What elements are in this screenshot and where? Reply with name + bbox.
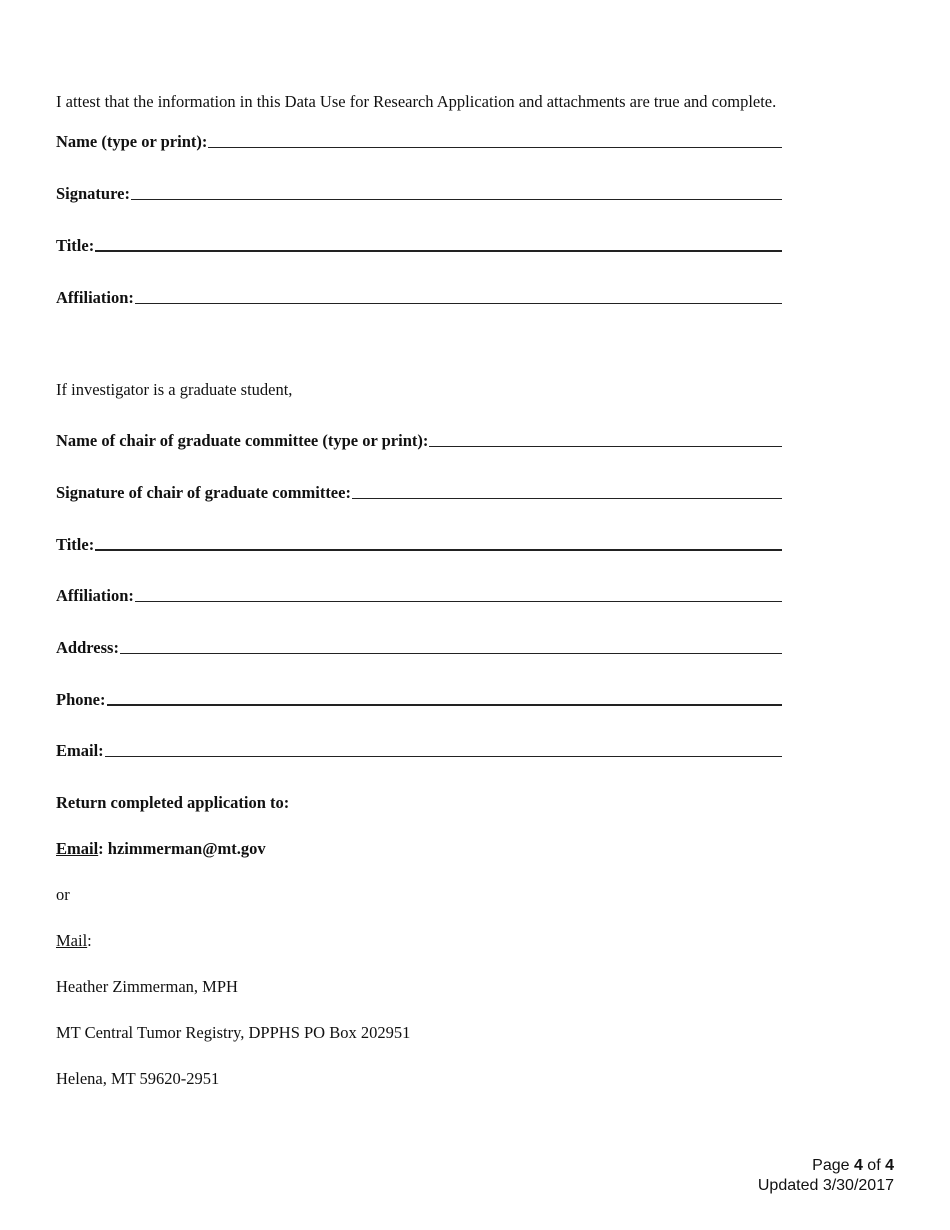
signature-line[interactable] xyxy=(352,497,782,499)
contact-org: MT Central Tumor Registry, DPPHS PO Box 202951 xyxy=(56,1023,411,1042)
graduate-note: If investigator is a graduate student, xyxy=(56,380,293,399)
signature-line[interactable] xyxy=(120,652,782,654)
investigator-name-field[interactable] xyxy=(56,132,782,152)
chair-title-field[interactable] xyxy=(56,535,782,555)
signature-line[interactable] xyxy=(95,249,782,252)
field-label: Email: xyxy=(56,741,104,760)
field-label: Title: xyxy=(56,236,95,255)
contact-name: Heather Zimmerman, MPH xyxy=(56,977,238,996)
page-footer xyxy=(758,1156,894,1196)
page-of: of xyxy=(862,1157,886,1174)
chair-email-field[interactable] xyxy=(56,741,782,761)
field-label: Affiliation: xyxy=(56,288,134,307)
signature-line[interactable] xyxy=(107,703,783,706)
field-label: Signature: xyxy=(56,184,130,203)
chair-name-field[interactable] xyxy=(56,431,782,451)
page-current: 4 xyxy=(853,1157,863,1174)
page-prefix: Page xyxy=(812,1157,854,1174)
return-heading: Return completed application to: xyxy=(56,793,290,812)
signature-line[interactable] xyxy=(135,600,782,602)
chair-address-field[interactable] xyxy=(56,638,782,658)
email-separator: : xyxy=(98,839,108,858)
signature-line[interactable] xyxy=(95,548,782,551)
signature-line[interactable] xyxy=(105,755,782,757)
field-label: Signature of chair of graduate committee: xyxy=(56,483,351,502)
signature-line[interactable] xyxy=(208,146,782,148)
email-label: Email xyxy=(56,839,99,858)
signature-line[interactable] xyxy=(131,198,782,200)
chair-affiliation-field[interactable] xyxy=(56,586,782,606)
field-label: Name of chair of graduate committee (type or print): xyxy=(56,431,429,450)
investigator-title-field[interactable] xyxy=(56,236,782,256)
email-address[interactable]: hzimmerman@mt.gov xyxy=(107,839,266,858)
field-label: Name (type or print): xyxy=(56,132,208,151)
mail-separator: : xyxy=(87,931,92,950)
or-text: or xyxy=(56,885,70,904)
signature-line[interactable] xyxy=(135,302,782,304)
field-label: Address: xyxy=(56,638,119,657)
attestation-text: I attest that the information in this Data Use for Research Application and attachments are true and complete. xyxy=(56,92,777,111)
investigator-affiliation-field[interactable] xyxy=(56,288,782,308)
updated-date: Updated 3/30/2017 xyxy=(757,1177,894,1194)
page-total: 4 xyxy=(885,1157,894,1174)
mail-label: Mail xyxy=(56,931,88,950)
signature-line[interactable] xyxy=(429,445,782,447)
contact-city: Helena, MT 59620-2951 xyxy=(56,1069,220,1088)
field-label: Phone: xyxy=(56,690,106,709)
page-number xyxy=(758,1156,894,1176)
investigator-signature-field[interactable] xyxy=(56,184,782,204)
field-label: Title: xyxy=(56,535,95,554)
mail-label-line xyxy=(56,931,92,951)
field-label: Affiliation: xyxy=(56,586,134,605)
return-email xyxy=(56,839,266,859)
chair-phone-field[interactable] xyxy=(56,690,782,710)
chair-signature-field[interactable] xyxy=(56,483,782,503)
